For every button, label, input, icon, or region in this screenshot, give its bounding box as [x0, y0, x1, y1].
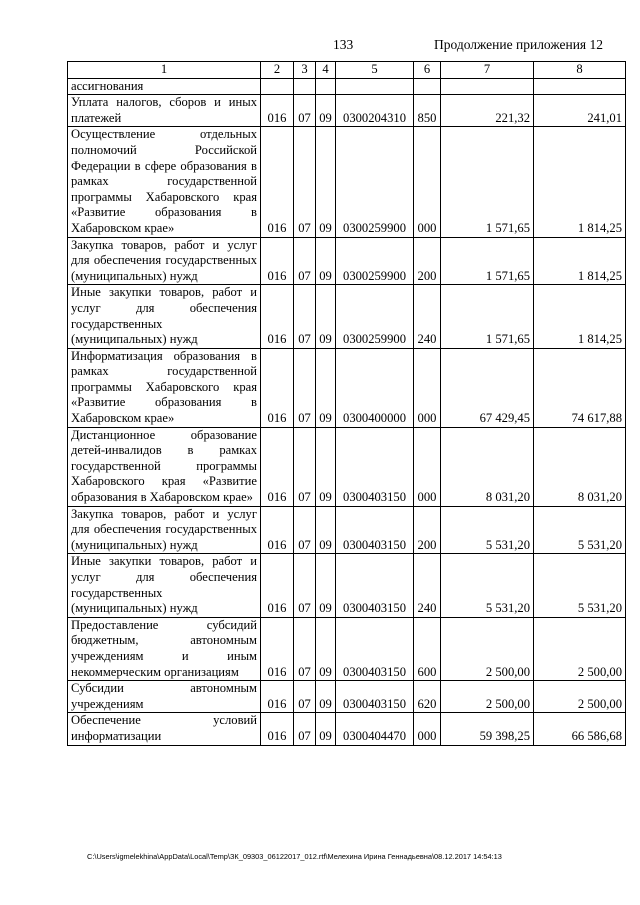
chapter-code: 016 [261, 348, 294, 427]
expense-type-code: 000 [414, 348, 441, 427]
target-code: 0300259900 [336, 285, 414, 348]
amount-2019: 5 531,20 [534, 554, 626, 617]
subsection-code: 09 [316, 285, 336, 348]
file-path-footer: C:\Users\igmelekhina\AppData\Local\Temp\ЗК_09303_06122017_012.rtf\Мелехина Ирина Геннадьевна\08.12.2017 14:54:13 [87, 852, 502, 861]
subsection-code: 09 [316, 427, 336, 506]
target-code: 0300403150 [336, 506, 414, 554]
amount-2018: 1 571,65 [441, 237, 534, 285]
amount-2018: 1 571,65 [441, 285, 534, 348]
amount-2019: 2 500,00 [534, 681, 626, 713]
amount-2018: 2 500,00 [441, 617, 534, 680]
expense-type-code: 200 [414, 506, 441, 554]
chapter-code [261, 78, 294, 95]
table-row [68, 506, 626, 554]
target-code [336, 78, 414, 95]
chapter-code: 016 [261, 713, 294, 745]
row-name: Закупка товаров, работ и услуг для обеспечения государственных (муниципальных) нужд [68, 237, 261, 285]
row-name: ассигнования [68, 78, 261, 95]
target-code: 0300403150 [336, 427, 414, 506]
chapter-code: 016 [261, 506, 294, 554]
expense-type-code: 200 [414, 237, 441, 285]
target-code: 0300259900 [336, 127, 414, 237]
amount-2019: 241,01 [534, 95, 626, 127]
section-code: 07 [294, 681, 316, 713]
row-name: Осуществление отдельных полномочий Российской Федерации в сфере образования в рамках государственной программы Хабаровского края «Развитие образования в Хабаровском крае» [68, 127, 261, 237]
expense-type-code: 000 [414, 127, 441, 237]
row-name: Иные закупки товаров, работ и услуг для обеспечения государственных (муниципальных) нужд [68, 554, 261, 617]
row-name: Иные закупки товаров, работ и услуг для обеспечения государственных (муниципальных) нужд [68, 285, 261, 348]
subsection-code: 09 [316, 617, 336, 680]
amount-2018: 5 531,20 [441, 554, 534, 617]
expense-type-code: 240 [414, 285, 441, 348]
continuation-label: Продолжение приложения 12 [434, 37, 604, 52]
subsection-code: 09 [316, 127, 336, 237]
amount-2018: 5 531,20 [441, 506, 534, 554]
subsection-code: 09 [316, 95, 336, 127]
section-code: 07 [294, 285, 316, 348]
column-header: 7 [441, 62, 534, 79]
row-name: Информатизация образования в рамках государственной программы Хабаровского края «Развитие образования в Хабаровском крае» [68, 348, 261, 427]
amount-2019: 2 500,00 [534, 617, 626, 680]
amount-2019: 74 617,88 [534, 348, 626, 427]
table-row [68, 285, 626, 348]
budget-table [67, 61, 626, 746]
subsection-code: 09 [316, 237, 336, 285]
amount-2018: 8 031,20 [441, 427, 534, 506]
amount-2018: 221,32 [441, 95, 534, 127]
chapter-code: 016 [261, 554, 294, 617]
amount-2018: 1 571,65 [441, 127, 534, 237]
amount-2019: 1 814,25 [534, 285, 626, 348]
amount-2019: 5 531,20 [534, 506, 626, 554]
table-row [68, 78, 626, 95]
target-code: 0300400000 [336, 348, 414, 427]
table-row [68, 681, 626, 713]
expense-type-code: 000 [414, 713, 441, 745]
section-code: 07 [294, 554, 316, 617]
section-code: 07 [294, 713, 316, 745]
section-code: 07 [294, 617, 316, 680]
column-header: 5 [336, 62, 414, 79]
table-row [68, 95, 626, 127]
chapter-code: 016 [261, 285, 294, 348]
expense-type-code: 620 [414, 681, 441, 713]
target-code: 0300404470 [336, 713, 414, 745]
target-code: 0300403150 [336, 617, 414, 680]
subsection-code: 09 [316, 554, 336, 617]
row-name: Уплата налогов, сборов и иных платежей [68, 95, 261, 127]
chapter-code: 016 [261, 127, 294, 237]
subsection-code: 09 [316, 681, 336, 713]
row-name: Дистанционное образование детей-инвалидов в рамках государственной программы Хабаровского края «Развитие образования в Хабаровском крае» [68, 427, 261, 506]
row-name: Предоставление субсидий бюджетным, автономным учреждениям и иным некоммерческим организациям [68, 617, 261, 680]
section-code: 07 [294, 348, 316, 427]
table-row [68, 617, 626, 680]
target-code: 0300204310 [336, 95, 414, 127]
subsection-code [316, 78, 336, 95]
table-row [68, 127, 626, 237]
expense-type-code: 000 [414, 427, 441, 506]
amount-2018: 2 500,00 [441, 681, 534, 713]
amount-2019 [534, 78, 626, 95]
column-header: 8 [534, 62, 626, 79]
column-header: 1 [68, 62, 261, 79]
amount-2018 [441, 78, 534, 95]
table-row [68, 713, 626, 745]
expense-type-code: 850 [414, 95, 441, 127]
row-name: Субсидии автономным учреждениям [68, 681, 261, 713]
subsection-code: 09 [316, 713, 336, 745]
page-number: 133 [333, 37, 354, 52]
section-code: 07 [294, 127, 316, 237]
expense-type-code [414, 78, 441, 95]
table-row [68, 427, 626, 506]
subsection-code: 09 [316, 348, 336, 427]
column-header: 3 [294, 62, 316, 79]
chapter-code: 016 [261, 427, 294, 506]
section-code: 07 [294, 506, 316, 554]
amount-2019: 1 814,25 [534, 127, 626, 237]
section-code: 07 [294, 427, 316, 506]
amount-2019: 1 814,25 [534, 237, 626, 285]
amount-2019: 66 586,68 [534, 713, 626, 745]
table-row [68, 554, 626, 617]
column-header: 6 [414, 62, 441, 79]
section-code: 07 [294, 237, 316, 285]
target-code: 0300259900 [336, 237, 414, 285]
table-row [68, 237, 626, 285]
target-code: 0300403150 [336, 554, 414, 617]
chapter-code: 016 [261, 237, 294, 285]
chapter-code: 016 [261, 95, 294, 127]
column-header: 2 [261, 62, 294, 79]
row-name: Закупка товаров, работ и услуг для обеспечения государственных (муниципальных) нужд [68, 506, 261, 554]
amount-2019: 8 031,20 [534, 427, 626, 506]
table-row [68, 348, 626, 427]
column-header: 4 [316, 62, 336, 79]
amount-2018: 67 429,45 [441, 348, 534, 427]
section-code: 07 [294, 95, 316, 127]
subsection-code: 09 [316, 506, 336, 554]
header-row [68, 62, 626, 79]
amount-2018: 59 398,25 [441, 713, 534, 745]
expense-type-code: 240 [414, 554, 441, 617]
section-code [294, 78, 316, 95]
expense-type-code: 600 [414, 617, 441, 680]
target-code: 0300403150 [336, 681, 414, 713]
chapter-code: 016 [261, 681, 294, 713]
chapter-code: 016 [261, 617, 294, 680]
row-name: Обеспечение условий информатизации [68, 713, 261, 745]
